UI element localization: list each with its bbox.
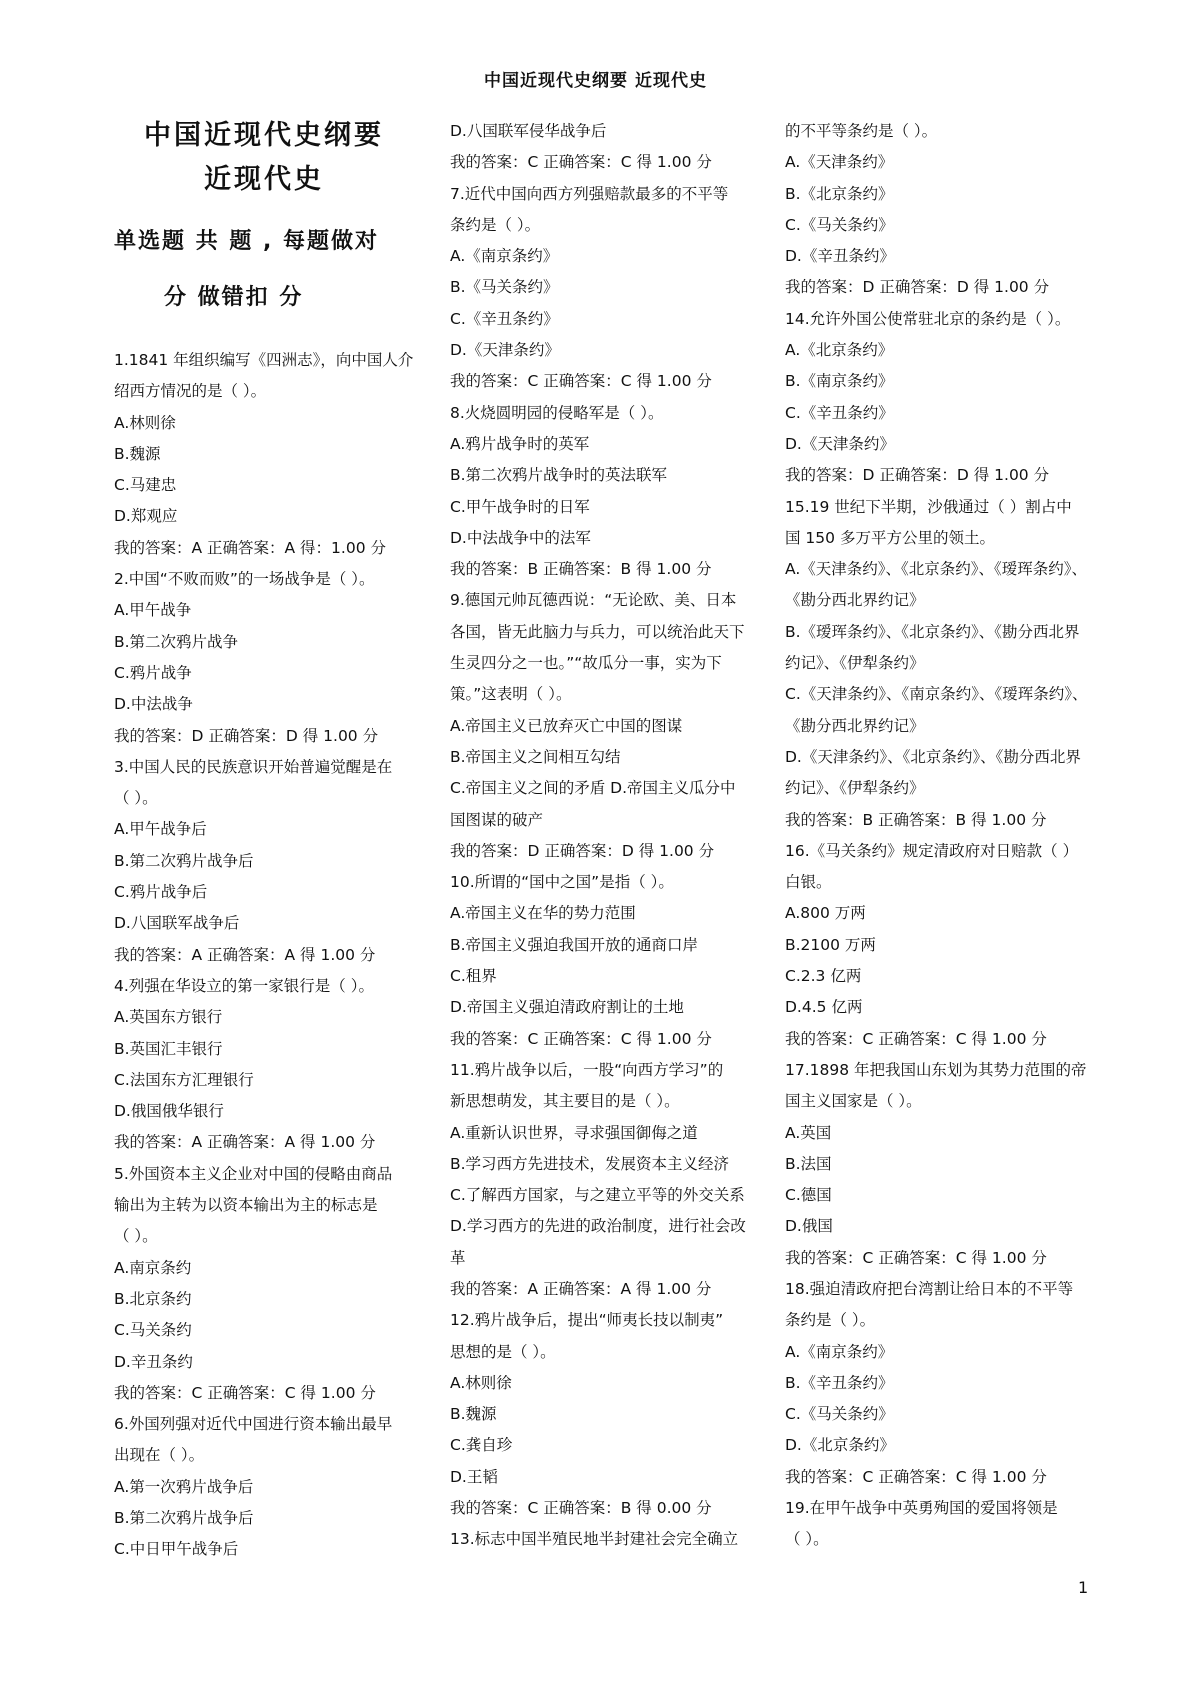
- text-line: 白银。: [785, 873, 832, 892]
- text-line: 6.外国列强对近代中国进行资本输出最早: [114, 1415, 393, 1434]
- text-line: B.英国汇丰银行: [114, 1039, 223, 1058]
- text-line: 各国，皆无此脑力与兵力，可以统治此天下: [450, 622, 745, 641]
- text-line: 革: [450, 1248, 466, 1267]
- text-line: C.甲午战争时的日军: [450, 497, 590, 516]
- text-line: 思想的是（ ）。: [450, 1342, 556, 1361]
- text-line: 2.中国“不败而败”的一场战争是（ ）。: [114, 570, 375, 589]
- text-line: 我的答案：B 正确答案：B 得 1.00 分: [785, 810, 1047, 829]
- text-line: D.辛丑条约: [114, 1352, 193, 1371]
- text-line: 条约是（ ）。: [450, 215, 541, 234]
- text-line: （ ）。: [114, 1227, 158, 1246]
- text-line: 我的答案：A 正确答案：A 得 1.00 分: [114, 1133, 376, 1152]
- text-line: 我的答案：D 正确答案：D 得 1.00 分: [785, 278, 1050, 297]
- page-header: 中国近现代史纲要 近现代史: [484, 71, 707, 91]
- text-line: C.马关条约: [114, 1321, 192, 1340]
- text-line: 《勘分西北界约记》: [785, 591, 925, 610]
- text-line: 我的答案：C 正确答案：C 得 1.00 分: [785, 1467, 1047, 1486]
- text-line: A.《南京条约》: [785, 1342, 894, 1361]
- text-line: D.帝国主义强迫清政府割让的土地: [450, 998, 684, 1017]
- text-line: 约记》、《伊犁条约》: [785, 779, 925, 798]
- text-line: 策。”这表明（ ）。: [450, 685, 572, 704]
- text-line: C.鸦片战争: [114, 663, 192, 682]
- text-line: 出现在（ ）。: [114, 1446, 205, 1465]
- text-line: B.法国: [785, 1154, 832, 1173]
- text-line: 我的答案：C 正确答案：C 得 1.00 分: [114, 1383, 376, 1402]
- text-line: 我的答案：A 正确答案：A 得 1.00 分: [114, 945, 376, 964]
- text-line: D.学习西方的先进的政治制度，进行社会改: [450, 1217, 746, 1236]
- text-line: C.鸦片战争后: [114, 883, 208, 902]
- text-line: B.《辛丑条约》: [785, 1373, 894, 1392]
- text-line: A.英国东方银行: [114, 1008, 223, 1027]
- text-line: B.学习西方先进技术，发展资本主义经济: [450, 1154, 730, 1173]
- text-line: 生灵四分之一也。”“故瓜分一事，实为下: [450, 654, 722, 673]
- text-line: 8.火烧圆明园的侵略军是（ ）。: [450, 403, 664, 422]
- text-line: C.租界: [450, 967, 497, 986]
- text-line: 的不平等条约是（ ）。: [785, 122, 938, 140]
- text-line: D.4.5 亿两: [785, 998, 863, 1017]
- text-line: 国图谋的破产: [450, 810, 544, 829]
- text-line: B.《南京条约》: [785, 372, 894, 391]
- text-line: D.中法战争中的法军: [450, 528, 591, 547]
- column-3: [785, 116, 1088, 1556]
- column-2: [450, 116, 750, 1556]
- text-line: A.《天津条约》: [785, 153, 894, 172]
- text-line: （ ）。: [785, 1530, 829, 1549]
- text-line: A.《天津条约》、《北京条约》、《瑷珲条约》、: [785, 560, 1088, 579]
- text-line: A.林则徐: [450, 1373, 512, 1392]
- text-line: B.《瑷珲条约》、《北京条约》、《勘分西北界: [785, 622, 1080, 641]
- text-line: 我的答案：C 正确答案：C 得 1.00 分: [450, 1029, 712, 1048]
- text-line: 输出为主转为以资本输出为主的标志是: [114, 1196, 378, 1215]
- text-line: A.《南京条约》: [450, 247, 559, 266]
- text-line: 14.允许外国公使常驻北京的条约是（ ）。: [785, 309, 1071, 328]
- text-line: C.《马关条约》: [785, 1405, 894, 1424]
- document-title-block: [114, 114, 414, 318]
- text-line: C.《天津条约》、《南京条约》、《瑷珲条约》、: [785, 685, 1088, 704]
- text-line: 我的答案：D 正确答案：D 得 1.00 分: [114, 726, 379, 745]
- text-line: 我的答案：C 正确答案：B 得 0.00 分: [450, 1499, 712, 1518]
- text-line: 国主义国家是（ ）。: [785, 1092, 922, 1111]
- text-line: C.了解西方国家，与之建立平等的外交关系: [450, 1186, 745, 1205]
- text-line: 《勘分西北界约记》: [785, 716, 925, 735]
- text-line: D.八国联军侵华战争后: [450, 122, 607, 140]
- text-line: D.八国联军战争后: [114, 914, 240, 933]
- text-line: A.《北京条约》: [785, 341, 894, 360]
- text-line: D.俄国: [785, 1217, 833, 1236]
- text-line: 新思想萌发，其主要目的是（ ）。: [450, 1092, 680, 1111]
- text-line: 我的答案：D 正确答案：D 得 1.00 分: [450, 841, 715, 860]
- text-line: A.甲午战争后: [114, 820, 207, 839]
- text-line: 我的答案：C 正确答案：C 得 1.00 分: [450, 153, 712, 172]
- text-line: 5.外国资本主义企业对中国的侵略由商品: [114, 1164, 393, 1183]
- text-line: 18.强迫清政府把台湾割让给日本的不平等: [785, 1279, 1074, 1298]
- text-line: B.帝国主义强迫我国开放的通商口岸: [450, 935, 699, 954]
- text-line: 15.19 世纪下半期，沙俄通过（ ）割占中: [785, 497, 1072, 516]
- text-line: D.中法战争: [114, 695, 193, 714]
- text-line: A.英国: [785, 1123, 832, 1142]
- text-line: 条约是（ ）。: [785, 1311, 876, 1330]
- page-number: 1: [1078, 1578, 1089, 1597]
- text-line: 9.德国元帅瓦德西说：“无论欧、美、日本: [450, 591, 737, 610]
- text-line: B.魏源: [114, 444, 161, 463]
- text-line: D.《天津条约》、《北京条约》、《勘分西北界: [785, 747, 1081, 766]
- text-line: 17.1898 年把我国山东划为其势力范围的帝: [785, 1060, 1087, 1079]
- text-line: B.魏源: [450, 1405, 497, 1424]
- text-line: B.第二次鸦片战争后: [114, 851, 254, 870]
- text-line: D.《天津条约》: [450, 341, 560, 360]
- text-line: D.王韬: [450, 1467, 498, 1486]
- text-line: 我的答案：C 正确答案：C 得 1.00 分: [785, 1029, 1047, 1048]
- text-line: （ ）。: [114, 789, 158, 808]
- text-line: B.《马关条约》: [450, 278, 559, 297]
- text-line: 绍西方情况的是（ ）。: [114, 382, 267, 401]
- text-line: B.北京条约: [114, 1289, 192, 1308]
- text-line: A.重新认识世界，寻求强国御侮之道: [450, 1123, 698, 1142]
- text-line: 我的答案：A 正确答案：A 得 1.00 分: [450, 1279, 712, 1298]
- text-line: A.800 万两: [785, 904, 866, 923]
- text-line: B.第二次鸦片战争时的英法联军: [450, 466, 668, 485]
- text-line: C.马建忠: [114, 476, 177, 495]
- text-line: 10.所谓的“国中之国”是指（ ）。: [450, 873, 674, 892]
- text-line: A.第一次鸦片战争后: [114, 1477, 254, 1496]
- text-line: C.法国东方汇理银行: [114, 1070, 254, 1089]
- text-line: B.第二次鸦片战争后: [114, 1508, 254, 1527]
- text-line: 我的答案：B 正确答案：B 得 1.00 分: [450, 560, 712, 579]
- text-line: 7.近代中国向西方列强赔款最多的不平等: [450, 184, 729, 203]
- text-line: 我的答案：C 正确答案：C 得 1.00 分: [450, 372, 712, 391]
- text-line: C.帝国主义之间的矛盾 D.帝国主义瓜分中: [450, 779, 736, 798]
- text-line: 我的答案：D 正确答案：D 得 1.00 分: [785, 466, 1050, 485]
- text-line: C.《辛丑条约》: [450, 309, 559, 328]
- text-line: A.帝国主义已放弃灭亡中国的图谋: [450, 716, 683, 735]
- text-line: 13.标志中国半殖民地半封建社会完全确立: [450, 1530, 739, 1549]
- text-line: 4.列强在华设立的第一家银行是（ ）。: [114, 976, 374, 995]
- text-line: 我的答案：C 正确答案：C 得 1.00 分: [785, 1248, 1047, 1267]
- text-line: 19.在甲午战争中英勇殉国的爱国将领是: [785, 1499, 1058, 1518]
- text-line: C.2.3 亿两: [785, 967, 862, 986]
- text-line: B.帝国主义之间相互勾结: [450, 747, 621, 766]
- text-line: A.南京条约: [114, 1258, 192, 1277]
- text-line: B.第二次鸦片战争: [114, 632, 239, 651]
- text-line: D.俄国俄华银行: [114, 1102, 224, 1121]
- text-line: B.2100 万两: [785, 935, 876, 954]
- text-line: B.《北京条约》: [785, 184, 894, 203]
- text-line: 约记》、《伊犁条约》: [785, 654, 925, 673]
- text-line: D.《北京条约》: [785, 1436, 895, 1455]
- text-line: 1.1841 年组织编写《四洲志》，向中国人介: [114, 351, 414, 369]
- text-line: A.帝国主义在华的势力范围: [450, 904, 636, 923]
- text-line: 国 150 多万平方公里的领土。: [785, 528, 995, 547]
- text-line: C.《马关条约》: [785, 215, 894, 234]
- text-line: A.林则徐: [114, 413, 176, 432]
- text-line: 11.鸦片战争以后，一股“向西方学习”的: [450, 1060, 724, 1079]
- text-line: 16.《马关条约》规定清政府对日赔款（ ）: [785, 841, 1079, 860]
- section-heading-continued: 分 做错扣 分: [164, 285, 304, 310]
- text-line: C.中日甲午战争后: [114, 1540, 239, 1559]
- text-line: 12.鸦片战争后，提出“师夷长技以制夷”: [450, 1311, 724, 1330]
- text-line: D.《天津条约》: [785, 434, 895, 453]
- column-1: [114, 345, 414, 1566]
- document-subtitle: 近现代史: [204, 164, 324, 195]
- section-heading: 单选题 共 题 , 每题做对: [114, 229, 379, 254]
- text-line: C.龚自珍: [450, 1436, 513, 1455]
- text-line: C.德国: [785, 1186, 832, 1205]
- text-line: A.鸦片战争时的英军: [450, 434, 590, 453]
- text-line: 3.中国人民的民族意识开始普遍觉醒是在: [114, 757, 393, 776]
- text-line: 我的答案：A 正确答案：A 得：1.00 分: [114, 538, 387, 557]
- text-line: D.《辛丑条约》: [785, 247, 895, 266]
- text-line: C.《辛丑条约》: [785, 403, 894, 422]
- text-line: A.甲午战争: [114, 601, 192, 620]
- document-title: 中国近现代史纲要: [144, 120, 384, 151]
- text-line: D.郑观应: [114, 507, 178, 526]
